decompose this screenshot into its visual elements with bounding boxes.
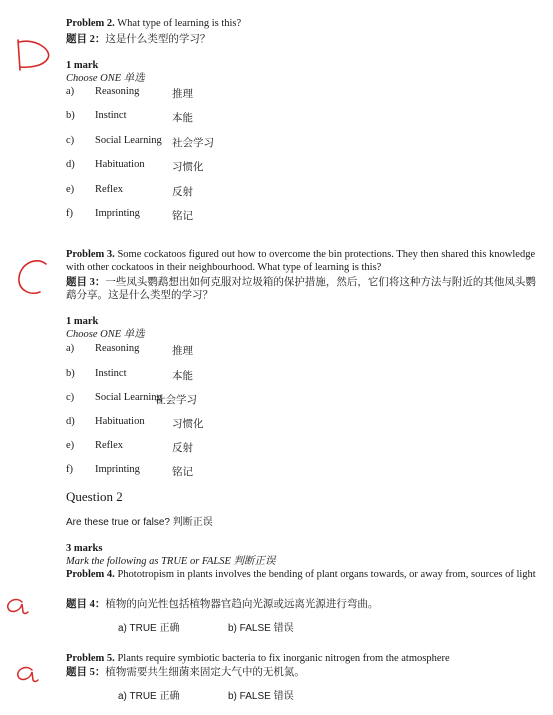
- p3-option-b[interactable]: [0, 368, 300, 382]
- problem3-label: Problem 3.: [66, 249, 115, 260]
- option-text: Reflex: [95, 440, 123, 451]
- problem4-question-zh: 植物的向光性包括植物器官趋向光源或远离光源进行弯曲。: [105, 599, 379, 610]
- option-letter: b): [66, 368, 75, 379]
- p5-option-false[interactable]: b) FALSE 错误: [228, 691, 294, 702]
- p3-option-e[interactable]: [0, 440, 300, 454]
- option-letter: c): [66, 392, 75, 403]
- option-text: Instinct: [95, 368, 127, 379]
- p3-option-d[interactable]: [0, 416, 300, 430]
- option-text: Social Learning: [95, 135, 162, 146]
- option-text-zh: 反射: [172, 443, 193, 454]
- problem3-title-zh: [66, 276, 546, 302]
- option-letter: b): [66, 110, 75, 121]
- problem5-question: Plants require symbiotic bacteria to fix inorganic nitrogen from the atmosphere: [114, 653, 450, 664]
- p2-option-d[interactable]: [0, 159, 300, 173]
- p2-option-a[interactable]: [0, 86, 300, 100]
- handwritten-answer-a-p5: [14, 662, 40, 684]
- problem3-choose: Choose ONE 单选: [66, 329, 145, 340]
- question2-instruction: Mark the following as TRUE or FALSE 判断正误: [66, 556, 276, 567]
- handwritten-answer-d: [14, 34, 54, 74]
- problem5-title-zh: [66, 666, 305, 679]
- option-text: Imprinting: [95, 208, 140, 219]
- option-text: Imprinting: [95, 464, 140, 475]
- problem3-label-zh: 题目 3：: [66, 277, 106, 288]
- option-text: Instinct: [95, 110, 127, 121]
- option-text-zh: 习惯化: [172, 162, 204, 173]
- problem3-question: Some cockatoos figured out how to overcome the bin protections. They then shared this knowledge with other cockatoos in their neighbourhood. What type of learning is this?: [66, 249, 536, 273]
- question2-heading: Question 2: [66, 489, 123, 504]
- p2-option-f[interactable]: [0, 208, 300, 222]
- option-letter: e): [66, 440, 75, 451]
- option-letter: a): [66, 343, 75, 354]
- problem2-label: Problem 2.: [66, 18, 115, 29]
- option-text: Social Learning: [95, 392, 162, 403]
- option-letter: f): [66, 464, 73, 475]
- option-text-zh: 本能: [172, 371, 193, 382]
- p4-option-true[interactable]: a) TRUE 正确: [118, 623, 180, 634]
- problem5-question-zh: 植物需要共生细菌来固定大气中的无机氮。: [105, 667, 305, 678]
- option-letter: e): [66, 184, 75, 195]
- problem5-label: Problem 5.: [66, 653, 115, 664]
- problem4-title-zh: [66, 598, 378, 611]
- option-text: Habituation: [95, 416, 145, 427]
- p2-option-c[interactable]: [0, 135, 300, 149]
- option-text-zh: 铭记: [172, 211, 193, 222]
- handwritten-answer-a-p4: [4, 594, 30, 616]
- problem2-marks: 1 mark: [66, 60, 99, 71]
- option-text-zh: 反射: [172, 187, 193, 198]
- option-text-zh: 推理: [172, 346, 193, 357]
- option-text-zh: 推理: [172, 89, 193, 100]
- problem2-choose: Choose ONE 单选: [66, 73, 145, 84]
- p2-option-b[interactable]: [0, 110, 300, 124]
- problem3-marks: 1 mark: [66, 316, 99, 327]
- problem4-label-zh: 题目 4：: [66, 599, 106, 610]
- option-letter: d): [66, 416, 75, 427]
- option-letter: c): [66, 135, 75, 146]
- p5-option-true[interactable]: a) TRUE 正确: [118, 691, 180, 702]
- handwritten-answer-c: [14, 256, 54, 298]
- option-text: Reflex: [95, 184, 123, 195]
- p3-option-a[interactable]: [0, 343, 300, 357]
- question2-marks: 3 marks: [66, 543, 103, 554]
- problem4-label: Problem 4.: [66, 569, 115, 580]
- p3-option-c[interactable]: [0, 392, 300, 406]
- option-text: Habituation: [95, 159, 145, 170]
- p4-option-false[interactable]: b) FALSE 错误: [228, 623, 294, 634]
- problem3-title: [66, 248, 546, 274]
- problem2-question-zh: 这是什么类型的学习？: [105, 34, 211, 45]
- option-text-zh: 社会学习: [155, 395, 197, 406]
- option-text-zh: 本能: [172, 113, 193, 124]
- option-letter: f): [66, 208, 73, 219]
- problem2-title: [66, 17, 241, 30]
- p2-option-e[interactable]: [0, 184, 300, 198]
- question2-prompt: Are these true or false? 判断正误: [66, 517, 213, 528]
- problem3-question-zh: 一些凤头鹦鹉想出如何克服对垃圾箱的保护措施，然后，它们将这种方法与附近的其他凤头鹦鹉分享。这是什么类型的学习？: [66, 277, 536, 301]
- option-text-zh: 社会学习: [172, 138, 214, 149]
- option-text-zh: 习惯化: [172, 419, 204, 430]
- option-text-zh: 铭记: [172, 467, 193, 478]
- option-letter: d): [66, 159, 75, 170]
- problem2-title-zh: [66, 33, 210, 46]
- option-text: Reasoning: [95, 86, 140, 97]
- problem5-label-zh: 题目 5：: [66, 667, 106, 678]
- problem5-title: [66, 652, 450, 665]
- problem4-question: Phototropism in plants involves the bending of plant organs towards, or away from, sources of light: [114, 569, 536, 580]
- option-text: Reasoning: [95, 343, 140, 354]
- problem2-question: What type of learning is this?: [114, 18, 242, 29]
- option-letter: a): [66, 86, 75, 97]
- problem2-label-zh: 题目 2：: [66, 34, 106, 45]
- p3-option-f[interactable]: [0, 464, 300, 478]
- problem4-title: [66, 568, 546, 581]
